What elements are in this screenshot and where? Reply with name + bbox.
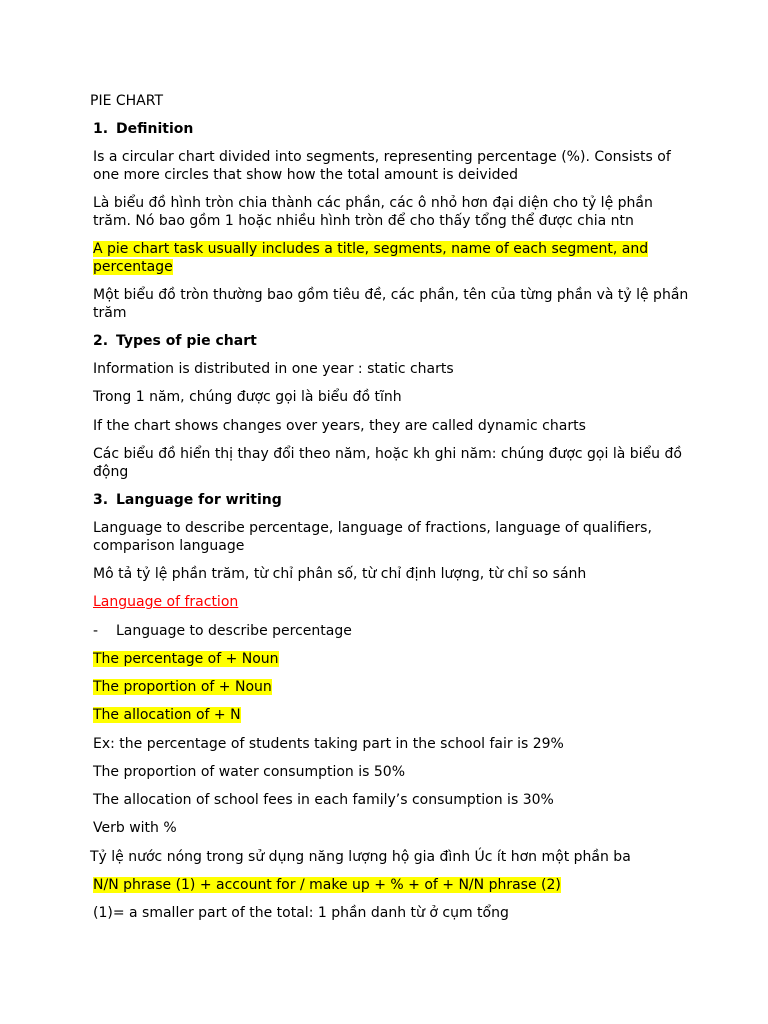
section-3-heading-text: Language for writing <box>116 492 282 508</box>
static-charts-en: Information is distributed in one year : static charts <box>93 361 454 377</box>
verb-with-percent: Verb with % <box>93 820 177 836</box>
bullet-item <box>93 622 352 640</box>
language-types-vi: Mô tả tỷ lệ phần trăm, từ chỉ phân số, từ chỉ định lượng, từ chỉ so sánh <box>93 566 587 582</box>
section-2-heading-text: Types of pie chart <box>116 333 257 349</box>
static-charts-vi: Trong 1 năm, chúng được gọi là biểu đồ tĩnh <box>93 389 402 405</box>
language-of-fraction-link[interactable] <box>93 593 238 611</box>
section-1-heading <box>93 120 193 138</box>
formula-allocation <box>93 706 241 724</box>
dynamic-charts-en: If the chart shows changes over years, they are called dynamic charts <box>93 418 586 434</box>
section-2-number: 2. <box>93 333 109 349</box>
highlighted-text: A pie chart task usually includes a title, segments, name of each segment, and percentage <box>93 241 649 275</box>
highlighted-text: The percentage of + Noun <box>93 651 279 667</box>
formula-proportion <box>93 678 272 696</box>
example-proportion: The proportion of water consumption is 50% <box>93 764 405 780</box>
language-of-fraction-link-text[interactable]: Language of fraction <box>93 594 239 610</box>
bullet-item-text: Language to describe percentage <box>116 623 352 639</box>
pie-chart-includes-vi: Một biểu đồ tròn thường bao gồm tiêu đề, các phần, tên của từng phần và tỷ lệ phần trăm <box>93 287 689 321</box>
pie-chart-includes-en <box>93 240 693 276</box>
vietnamese-example: Tỷ lệ nước nóng trong sử dụng năng lượng hộ gia đình Úc ít hơn một phần ba <box>90 849 631 865</box>
dynamic-charts-vi: Các biểu đồ hiển thị thay đổi theo năm, hoặc kh ghi năm: chúng được gọi là biểu đồ động <box>93 446 682 480</box>
language-types-en: Language to describe percentage, language of fractions, language of qualifiers, comparison language <box>93 520 652 554</box>
highlighted-text: The proportion of + Noun <box>93 679 272 695</box>
document-title: PIE CHART <box>90 93 164 109</box>
definition-vi: Là biểu đồ hình tròn chia thành các phần, các ô nhỏ hơn đại diện cho tỷ lệ phần trăm. Nó bao gồm 1 hoặc nhiều hình tròn để cho thấy tổng thể được chia ntn <box>93 195 653 229</box>
highlighted-text: The allocation of + N <box>93 707 241 723</box>
definition-en: Is a circular chart divided into segments, representing percentage (%). Consists of one more circles that show how the total amount is deivided <box>93 149 671 183</box>
formula-account-for <box>93 876 561 894</box>
example-percentage: Ex: the percentage of students taking part in the school fair is 29% <box>93 736 564 752</box>
section-1-heading-text: Definition <box>116 121 194 137</box>
bullet-dash: - <box>93 623 99 639</box>
formula-note: (1)= a smaller part of the total: 1 phần danh từ ở cụm tổng <box>93 905 509 921</box>
highlighted-text: N/N phrase (1) + account for / make up + % + of + N/N phrase (2) <box>93 877 561 893</box>
section-3-number: 3. <box>93 492 109 508</box>
example-allocation: The allocation of school fees in each family’s consumption is 30% <box>93 792 554 808</box>
section-3-heading <box>93 491 282 509</box>
section-1-number: 1. <box>93 121 109 137</box>
formula-percentage <box>93 650 279 668</box>
section-2-heading <box>93 332 257 350</box>
